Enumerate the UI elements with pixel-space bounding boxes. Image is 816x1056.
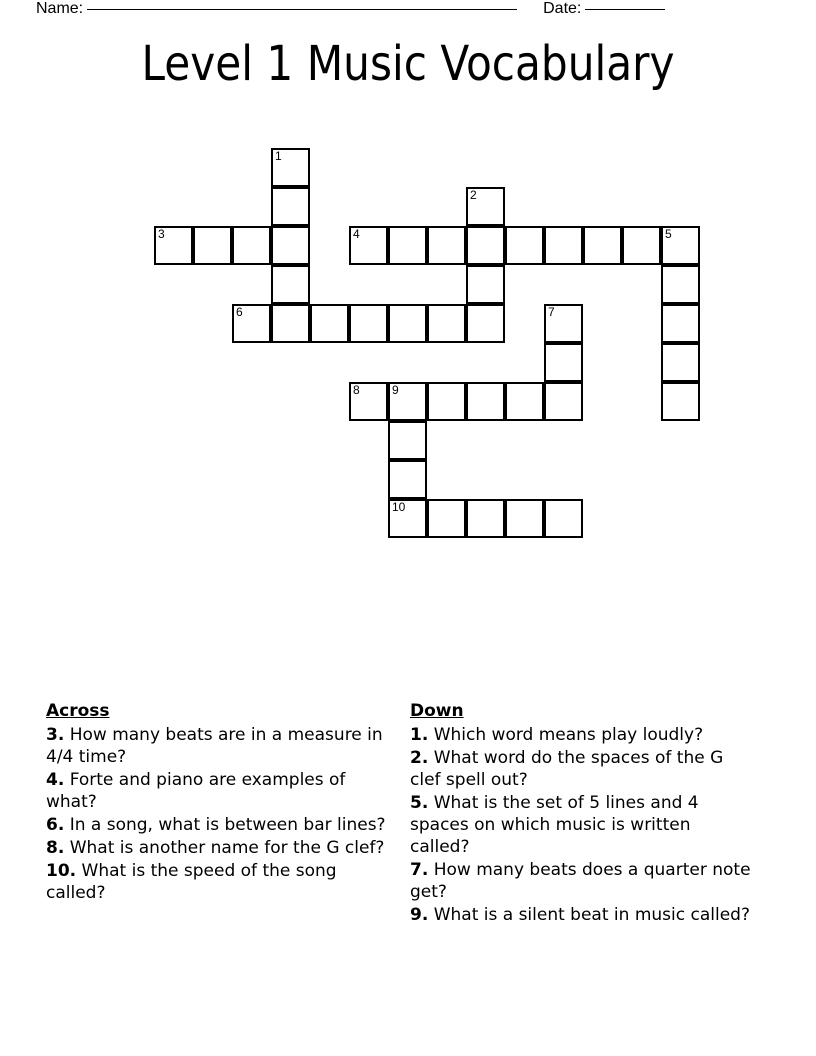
crossword-cell[interactable] — [661, 265, 700, 304]
date-blank-line[interactable] — [585, 9, 665, 10]
crossword-cell[interactable] — [505, 226, 544, 265]
clue-text: How many beats are in a measure in 4/4 time? — [46, 725, 383, 767]
crossword-cell[interactable] — [271, 304, 310, 343]
clue-text: How many beats does a quarter note get? — [410, 860, 751, 902]
crossword-cell[interactable] — [271, 148, 310, 187]
crossword-cell[interactable] — [349, 226, 388, 265]
clue-item — [410, 792, 755, 858]
crossword-cell[interactable] — [271, 187, 310, 226]
clue-item — [410, 859, 755, 903]
crossword-cell[interactable] — [544, 382, 583, 421]
clue-number: 2. — [410, 748, 429, 768]
cell-number: 10 — [392, 500, 406, 514]
crossword-cell[interactable] — [583, 226, 622, 265]
cell-number: 8 — [353, 383, 360, 397]
crossword-cell[interactable] — [427, 382, 466, 421]
cell-number: 6 — [236, 305, 243, 319]
crossword-cell[interactable] — [154, 226, 193, 265]
clues-across-column — [46, 700, 391, 905]
crossword-cell[interactable] — [505, 382, 544, 421]
crossword-cell[interactable] — [505, 499, 544, 538]
clue-text: Forte and piano are examples of what? — [46, 770, 346, 812]
clue-item — [410, 904, 755, 926]
worksheet-header — [36, 0, 780, 26]
name-label: Name: — [36, 0, 84, 17]
clue-text: What is the speed of the song called? — [46, 861, 337, 903]
clue-number: 1. — [410, 725, 429, 745]
clue-item — [410, 747, 755, 791]
crossword-cell[interactable] — [388, 460, 427, 499]
crossword-cell[interactable] — [388, 304, 427, 343]
cell-number: 5 — [665, 227, 672, 241]
name-blank-line[interactable] — [87, 9, 517, 10]
cell-number: 2 — [470, 188, 477, 202]
clue-number: 7. — [410, 860, 429, 880]
crossword-cell[interactable] — [466, 304, 505, 343]
crossword-cell[interactable] — [232, 226, 271, 265]
page-title: Level 1 Music Vocabulary — [141, 36, 675, 92]
clue-number: 10. — [46, 861, 77, 881]
clue-text: What is another name for the G clef? — [69, 838, 385, 858]
crossword-cell[interactable] — [466, 382, 505, 421]
cell-number: 4 — [353, 227, 360, 241]
clue-text: What is a silent beat in music called? — [433, 905, 750, 925]
crossword-cell[interactable] — [661, 382, 700, 421]
crossword-cell[interactable] — [466, 187, 505, 226]
clue-item — [410, 724, 755, 746]
crossword-cell[interactable] — [544, 499, 583, 538]
clue-text: In a song, what is between bar lines? — [69, 815, 386, 835]
clue-number: 9. — [410, 905, 429, 925]
clues-down-column — [410, 700, 755, 927]
clue-number: 5. — [410, 793, 429, 813]
crossword-cell[interactable] — [427, 226, 466, 265]
clue-number: 4. — [46, 770, 65, 790]
across-heading: Across — [46, 701, 110, 721]
crossword-cell[interactable] — [661, 226, 700, 265]
crossword-cell[interactable] — [310, 304, 349, 343]
crossword-cell[interactable] — [349, 304, 388, 343]
cell-number: 7 — [548, 305, 555, 319]
cell-number: 3 — [158, 227, 165, 241]
clue-item — [46, 837, 391, 859]
crossword-cell[interactable] — [271, 226, 310, 265]
cell-number: 9 — [392, 383, 399, 397]
clue-item — [46, 724, 391, 768]
clue-item — [46, 860, 391, 904]
clue-number: 3. — [46, 725, 65, 745]
crossword-cell[interactable] — [466, 499, 505, 538]
clue-item — [46, 814, 391, 836]
crossword-cell[interactable] — [193, 226, 232, 265]
clue-number: 8. — [46, 838, 65, 858]
crossword-cell[interactable] — [427, 499, 466, 538]
crossword-cell[interactable] — [388, 382, 427, 421]
crossword-cell[interactable] — [232, 304, 271, 343]
crossword-grid — [154, 148, 700, 548]
crossword-cell[interactable] — [349, 382, 388, 421]
crossword-cell[interactable] — [271, 265, 310, 304]
clue-text: What is the set of 5 lines and 4 spaces on which music is written called? — [410, 793, 699, 857]
date-label: Date: — [543, 0, 582, 17]
crossword-cell[interactable] — [661, 343, 700, 382]
crossword-cell[interactable] — [622, 226, 661, 265]
crossword-cell[interactable] — [661, 304, 700, 343]
crossword-cell[interactable] — [388, 226, 427, 265]
crossword-cell[interactable] — [466, 265, 505, 304]
cell-number: 1 — [275, 149, 282, 163]
clue-item — [46, 769, 391, 813]
crossword-cell[interactable] — [544, 304, 583, 343]
crossword-cell[interactable] — [544, 226, 583, 265]
crossword-cell[interactable] — [388, 499, 427, 538]
crossword-cell[interactable] — [427, 304, 466, 343]
down-heading: Down — [410, 701, 464, 721]
crossword-cell[interactable] — [466, 226, 505, 265]
clue-text: What word do the spaces of the G clef spell out? — [410, 748, 724, 790]
clue-text: Which word means play loudly? — [433, 725, 704, 745]
crossword-cell[interactable] — [544, 343, 583, 382]
clue-number: 6. — [46, 815, 65, 835]
crossword-cell[interactable] — [388, 421, 427, 460]
